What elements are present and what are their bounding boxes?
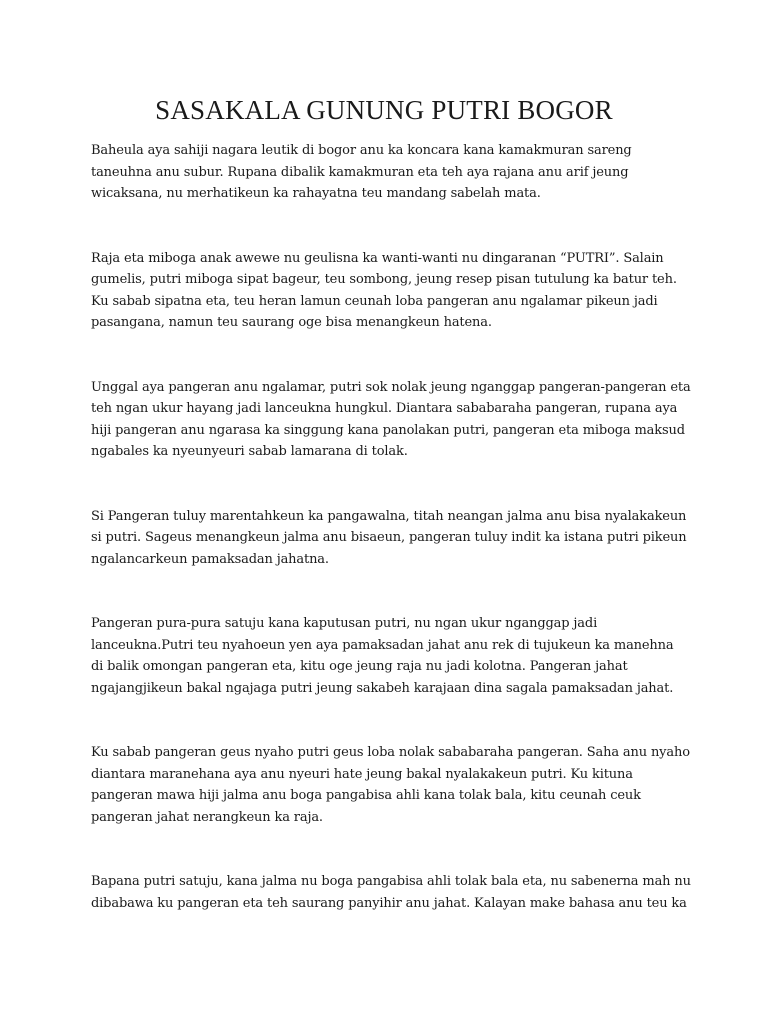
text-line: si putri. Sageus menangkeun jalma anu bisaeun, pangeran tuluy indit ka istana putri pikeun	[91, 530, 687, 545]
text-line: ngajangjikeun bakal ngajaga putri jeung sakabeh karajaan dina sagala pamaksadan jahat.	[91, 680, 674, 696]
text-line: wicaksana, nu merhatikeun ka rahayatna teu mandang sabelah mata.	[91, 186, 541, 201]
text-line: gumelis, putri miboga sipat bageur, teu sombong, jeung resep pisan tutulung ka batur teh.	[91, 272, 677, 287]
paragraph-4	[91, 506, 691, 571]
paragraph-1	[91, 140, 691, 205]
text-line: Bapana putri satuju, kana jalma nu boga pangabisa ahli tolak bala eta, nu sabenerna mah nu	[91, 874, 691, 889]
text-line: diantara maranehana aya anu nyeuri hate jeung bakal nyalakakeun putri. Ku kituna	[91, 766, 633, 782]
text-line: pangeran jahat nerangkeun ka raja.	[91, 809, 323, 825]
paragraph-5	[91, 613, 691, 699]
text-line: Ku sabab pangeran geus nyaho putri geus loba nolak sababaraha pangeran. Saha anu nyaho	[91, 745, 690, 760]
text-line: hiji pangeran anu ngarasa ka singgung kana panolakan putri, pangeran eta miboga maksud	[91, 422, 685, 438]
page-title: SASAKALA GUNUNG PUTRI BOGOR	[155, 95, 613, 125]
text-line: pasangana, namun teu saurang oge bisa menangkeun hatena.	[91, 315, 492, 330]
text-line: Pangeran pura-pura satuju kana kaputusan putri, nu ngan ukur nganggap jadi	[91, 616, 598, 631]
text-line: ngalancarkeun pamaksadan jahatna.	[91, 551, 329, 567]
text-line: Baheula aya sahiji nagara leutik di bogor anu ka koncara kana kamakmuran sareng	[91, 143, 632, 158]
paragraph-6	[91, 742, 691, 828]
text-line: dibabawa ku pangeran eta teh saurang panyihir anu jahat. Kalayan make bahasa anu teu ka	[91, 895, 687, 911]
text-line: lanceukna.Putri teu nyahoeun yen aya pamaksadan jahat anu rek di tujukeun ka manehna	[91, 637, 674, 653]
paragraph-3	[91, 377, 691, 463]
text-line: taneuhna anu subur. Rupana dibalik kamakmuran eta teh aya rajana anu arif jeung	[91, 164, 629, 180]
paragraph-7	[91, 871, 691, 914]
text-line: Unggal aya pangeran anu ngalamar, putri sok nolak jeung nganggap pangeran-pangeran eta	[91, 379, 691, 395]
text-line: ngabales ka nyeunyeuri sabab lamarana di tolak.	[91, 444, 408, 459]
text-line: pangeran mawa hiji jalma anu boga pangabisa ahli kana tolak bala, kitu ceunah ceuk	[91, 788, 641, 803]
document-body	[91, 140, 691, 957]
text-line: Ku sabab sipatna eta, teu heran lamun ceunah loba pangeran anu ngalamar pikeun jadi	[91, 293, 658, 309]
text-line: di balik omongan pangeran eta, kitu oge jeung raja nu jadi kolotna. Pangeran jahat	[91, 659, 628, 674]
paragraph-2	[91, 248, 691, 334]
text-line: teh ngan ukur hayang jadi lanceukna hungkul. Diantara sababaraha pangeran, rupana aya	[91, 401, 678, 416]
text-line: Raja eta miboga anak awewe nu geulisna ka wanti-wanti nu dingaranan “PUTRI”. Salain	[91, 250, 664, 266]
text-line: Si Pangeran tuluy marentahkeun ka pangawalna, titah neangan jalma anu bisa nyalakakeun	[91, 508, 687, 524]
